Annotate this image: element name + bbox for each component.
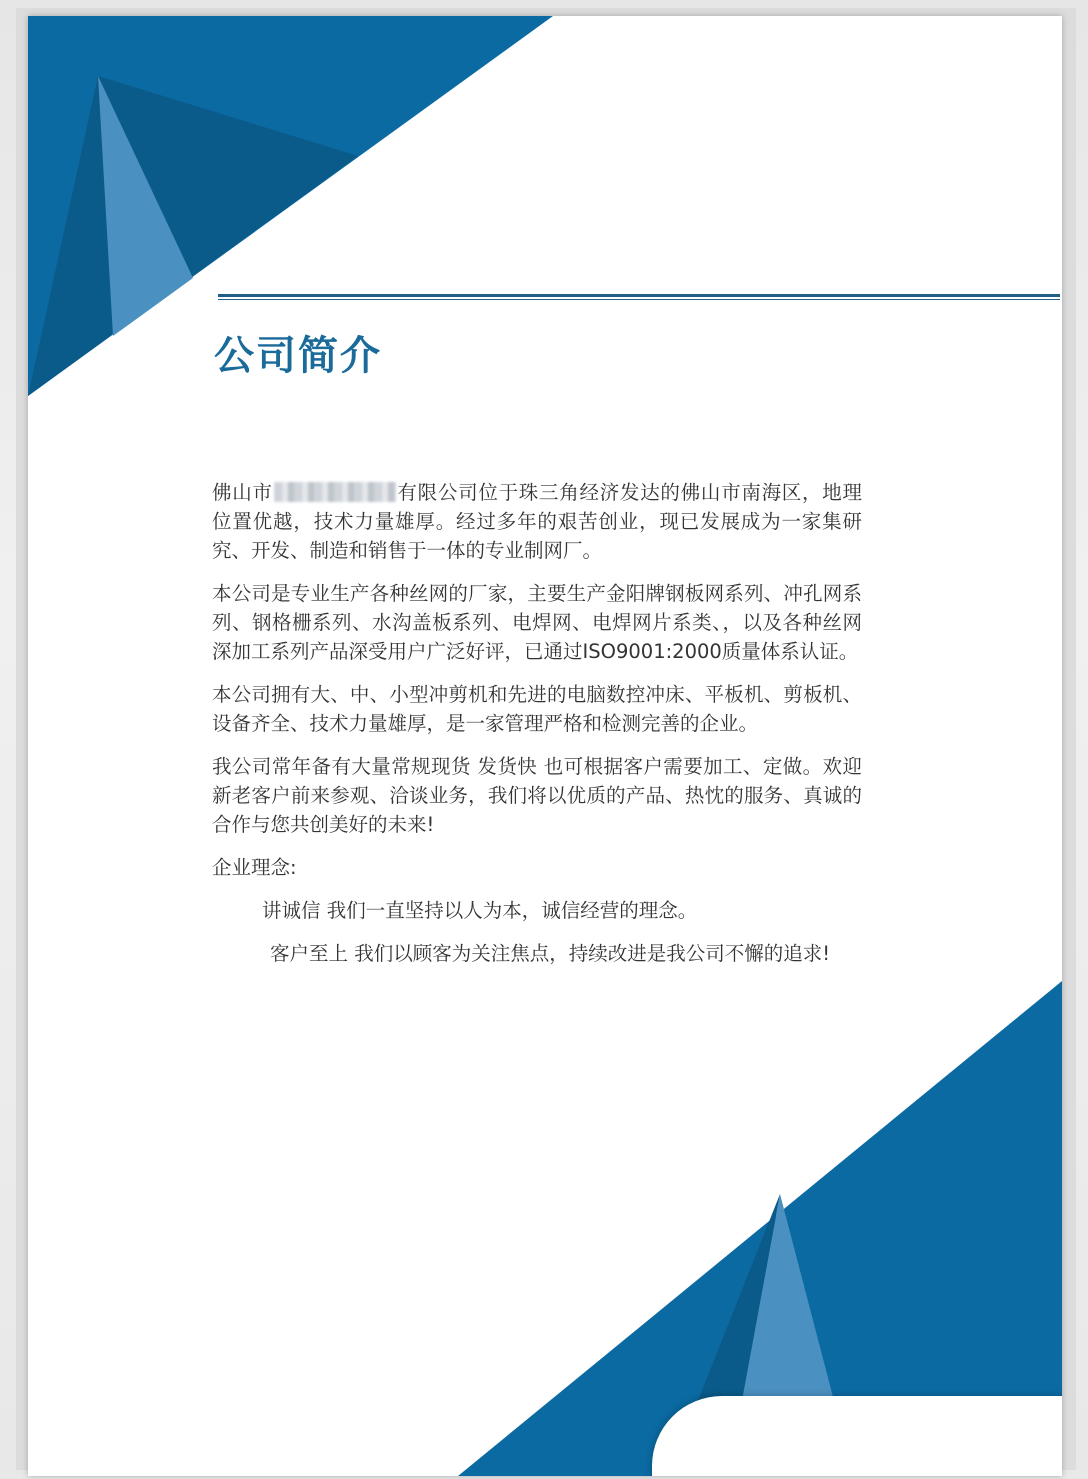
philosophy-customer: 客户至上 我们以顾客为关注焦点，持续改进是我公司不懈的追求! [270,942,831,965]
paragraph-3: 本公司拥有大、中、小型冲剪机和先进的电脑数控冲床、平板机、剪板机、设备齐全、技术力量雄厚，是一家管理严格和检测完善的企业。 [212,683,862,735]
page-corner-overlay [652,1396,1062,1476]
title-rule [218,294,1060,301]
philosophy-integrity: 讲诚信 我们一直坚持以人为本，诚信经营的理念。 [262,899,698,922]
document-page [28,16,1062,1476]
intro-body [212,478,862,982]
redacted-name-icon [274,482,396,502]
philosophy-heading: 企业理念: [212,856,297,879]
paragraph-2: 本公司是专业生产各种丝网的厂家，主要生产金阳牌钢板网系列、冲孔网系列、钢格栅系列、水沟盖板系列、电焊网、电焊网片系类、，以及各种丝网深加工系列产品深受用户广泛好评，已通过ISO9001:2000质量体系认证。 [212,582,862,663]
paragraph-1-text: 有限公司位于珠三角经济发达的佛山市南海区，地理位置优越，技术力量雄厚。经过多年的艰苦创业，现已发展成为一家集研究、开发、制造和销售于一体的专业制网厂。 [212,481,862,562]
company-prefix: 佛山市 [212,481,273,504]
paragraph-4: 我公司常年备有大量常规现货 发货快 也可根据客户需要加工、定做。欢迎新老客户前来参观、洽谈业务，我们将以优质的产品、热忱的服务、真诚的合作与您共创美好的未来! [212,755,862,836]
page-title: 公司简介 [214,333,382,379]
paragraph-1 [212,478,862,565]
